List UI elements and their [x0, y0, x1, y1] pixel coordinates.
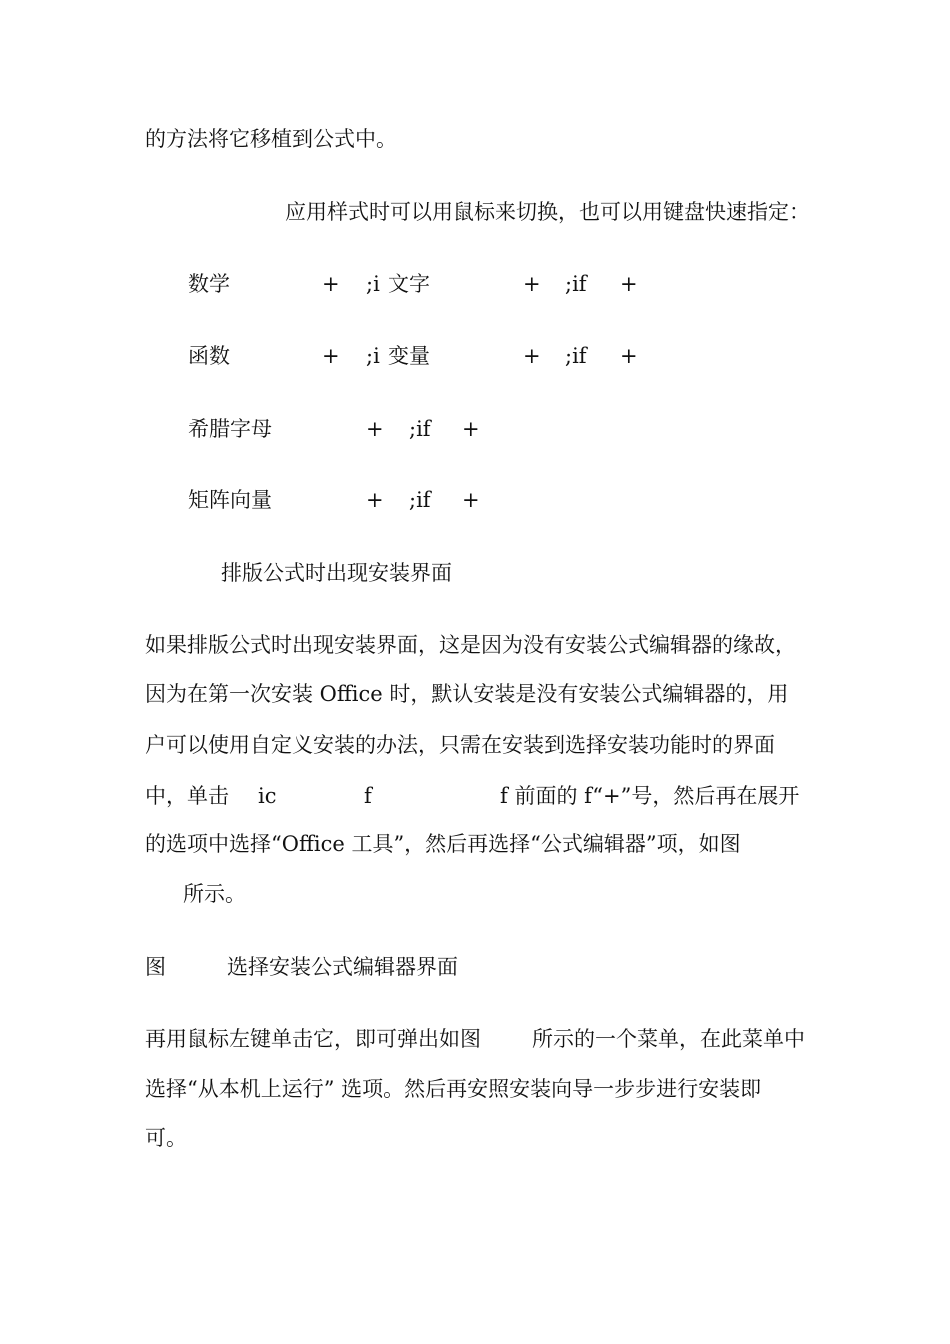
- paragraph-fragment: f 前面的 f“+”号，然后再在展开: [500, 784, 800, 808]
- figure-label: 图: [145, 955, 166, 979]
- shortcut-plus: +: [366, 417, 384, 441]
- shortcut-key: ;if: [565, 272, 587, 296]
- shortcut-plus: +: [462, 417, 480, 441]
- paragraph-line: 户可以使用自定义安装的办法，只需在安装到选择安装功能时的界面: [145, 733, 775, 757]
- shortcut-label: 数学: [188, 272, 230, 296]
- shortcut-plus: +: [620, 272, 638, 296]
- shortcut-plus: +: [620, 344, 638, 368]
- shortcut-key: ;if: [565, 344, 587, 368]
- paragraph-fragment: ic: [258, 784, 277, 808]
- shortcut-plus: +: [322, 272, 340, 296]
- shortcut-key: ;i: [366, 272, 380, 296]
- intro-tail-line: 的方法将它移植到公式中。: [145, 127, 397, 151]
- paragraph-fragment: 再用鼠标左键单击它，即可弹出如图: [145, 1027, 481, 1051]
- shortcut-label: 希腊字母: [188, 417, 272, 441]
- paragraph-line: 选择“从本机上运行” 选项。然后再安照安装向导一步步进行安装即: [145, 1077, 762, 1101]
- paragraph-fragment: 中，单击: [145, 784, 229, 808]
- shortcut-key: ;if: [409, 488, 431, 512]
- shortcut-label: 变量: [388, 344, 430, 368]
- shortcut-label: 文字: [388, 272, 430, 296]
- paragraph-line: 因为在第一次安装 Office 时，默认安装是没有安装公式编辑器的，用: [145, 682, 789, 706]
- section-heading: 排版公式时出现安装界面: [221, 561, 452, 585]
- shortcut-intro-line: 应用样式时可以用鼠标来切换，也可以用键盘快速指定：: [285, 200, 810, 224]
- shortcut-key: ;if: [409, 417, 431, 441]
- shortcut-plus: +: [322, 344, 340, 368]
- shortcut-label: 矩阵向量: [188, 488, 272, 512]
- paragraph-fragment: 所示的一个菜单，在此菜单中: [532, 1027, 805, 1051]
- shortcut-plus: +: [366, 488, 384, 512]
- shortcut-plus: +: [523, 272, 541, 296]
- paragraph-line: 的选项中选择“Office 工具”，然后再选择“公式编辑器”项，如图: [145, 832, 741, 856]
- paragraph-line: 可。: [145, 1126, 187, 1150]
- shortcut-label: 函数: [188, 344, 230, 368]
- paragraph-fragment: f: [364, 784, 372, 808]
- paragraph-line: 所示。: [183, 882, 246, 906]
- shortcut-plus: +: [523, 344, 541, 368]
- figure-caption-text: 选择安装公式编辑器界面: [227, 955, 458, 979]
- paragraph-line: 如果排版公式时出现安装界面，这是因为没有安装公式编辑器的缘故，: [145, 633, 796, 657]
- shortcut-plus: +: [462, 488, 480, 512]
- shortcut-key: ;i: [366, 344, 380, 368]
